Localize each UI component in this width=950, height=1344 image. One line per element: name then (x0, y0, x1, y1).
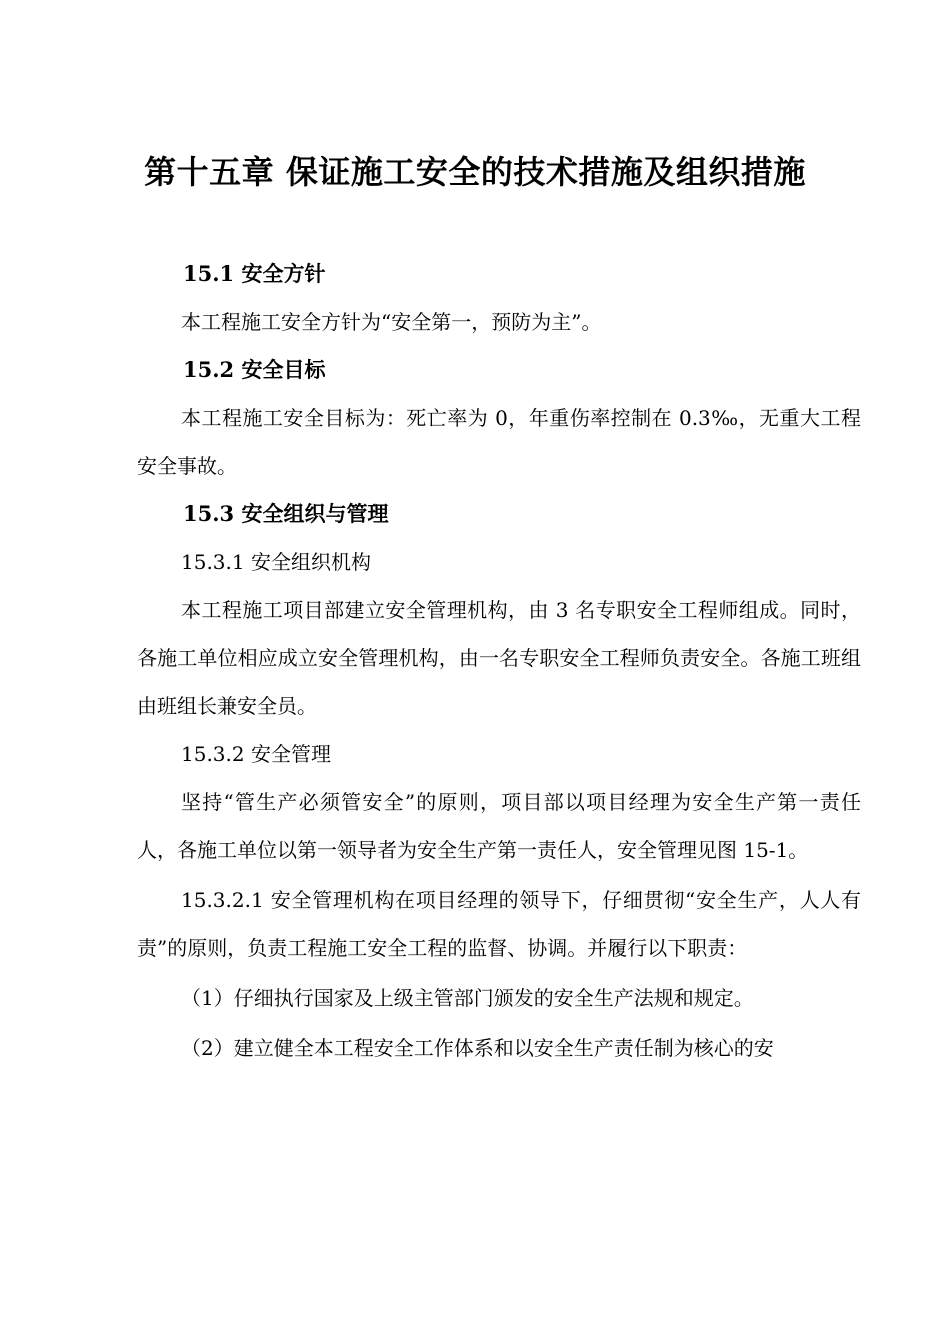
paragraph-safety-management: 坚持“管生产必须管安全”的原则，项目部以项目经理为安全生产第一责任人，各施工单位以第一领导者为安全生产第一责任人，安全管理见图 15-1。 (137, 790, 861, 862)
section-heading-15-2: 15.2 安全目标 (183, 357, 326, 382)
section-heading-15-3: 15.3 安全组织与管理 (183, 501, 389, 526)
list-item-1: （1）仔细执行国家及上级主管部门颁发的安全生产法规和规定。 (181, 986, 754, 1010)
paragraph-15-3-2-1: 15.3.2.1 安全管理机构在项目经理的领导下，仔细贯彻“安全生产，人人有责”的原则，负责工程施工安全工程的监督、协调。并履行以下职责： (137, 888, 861, 960)
section-heading-15-1: 15.1 安全方针 (183, 261, 326, 286)
subsection-title-15-3-2: 15.3.2 安全管理 (181, 742, 331, 766)
list-item-2: （2）建立健全本工程安全工作体系和以安全生产责任制为核心的安 (181, 1036, 774, 1060)
chapter-title: 第十五章 保证施工安全的技术措施及组织措施 (144, 153, 806, 191)
paragraph-safety-organization: 本工程施工项目部建立安全管理机构，由 3 名专职安全工程师组成。同时，各施工单位相应成立安全管理机构，由一名专职安全工程师负责安全。各施工班组由班组长兼安全员。 (137, 598, 861, 718)
subsection-title-15-3-1: 15.3.1 安全组织机构 (181, 550, 371, 574)
paragraph-safety-target: 本工程施工安全目标为：死亡率为 0，年重伤率控制在 0.3‰，无重大工程安全事故。 (137, 406, 861, 478)
paragraph-safety-policy: 本工程施工安全方针为“安全第一，预防为主”。 (181, 310, 602, 334)
document-body (137, 250, 861, 1072)
